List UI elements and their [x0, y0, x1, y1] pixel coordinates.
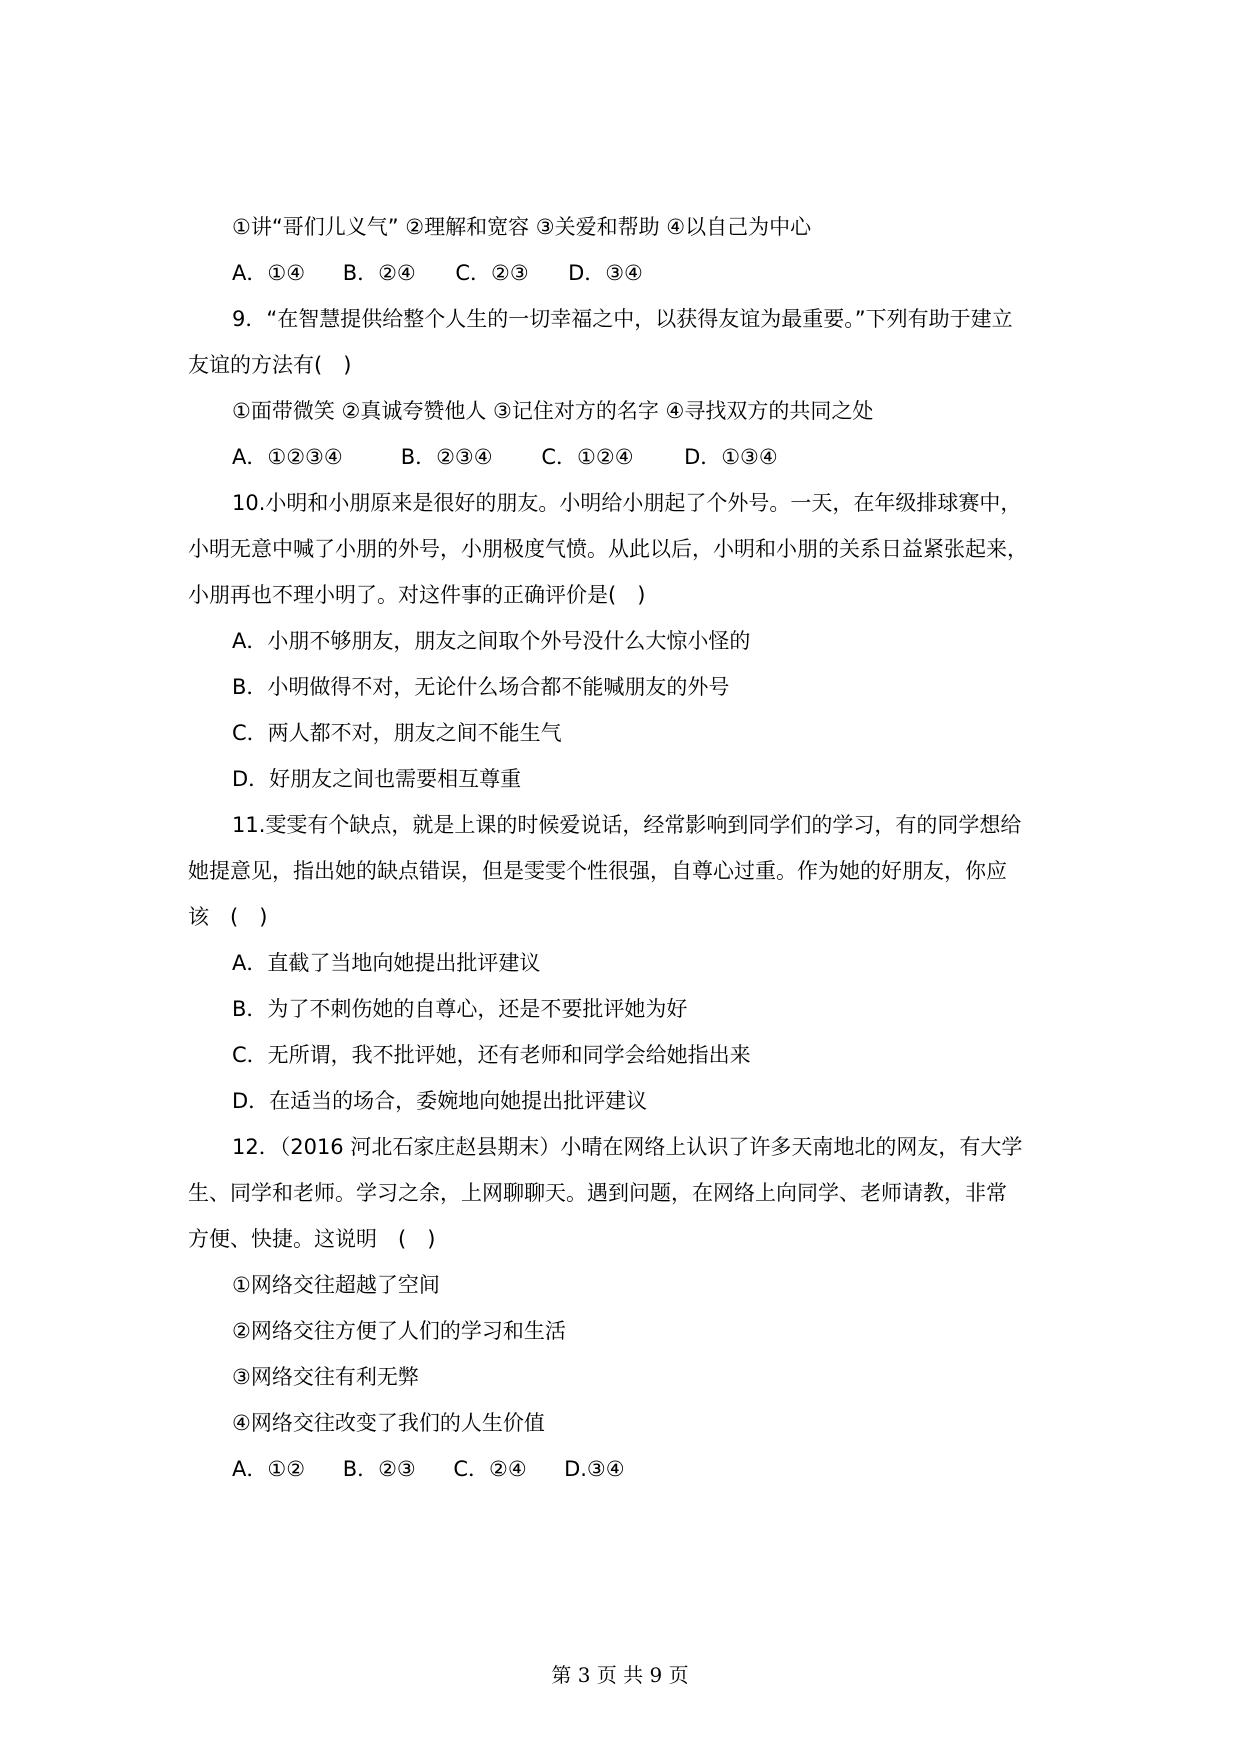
q12-statement-1: ①网络交往超越了空间	[232, 1273, 440, 1297]
q12-statement-4: ④网络交往改变了我们的人生价值	[232, 1411, 545, 1435]
q9-option-b: B．②③④	[400, 445, 493, 469]
q11-stem-line-2: 她提意见，指出她的缺点错误，但是雯雯个性很强，自尊心过重。作为她的好朋友，你应	[188, 859, 1007, 883]
q12-options	[188, 1446, 1068, 1492]
q10-option-d: D．好朋友之间也需要相互尊重	[232, 767, 522, 791]
document-content	[188, 204, 1068, 1492]
q11-option-a: A．直截了当地向她提出批评建议	[232, 951, 541, 975]
q8-option-b: B．②④	[342, 261, 416, 285]
page-number-footer: 第 3 页 共 9 页	[551, 1663, 689, 1687]
q9-option-c: C．①②④	[541, 445, 634, 469]
q10-stem-line-1: 10.小明和小朋原来是很好的朋友。小明给小朋起了个外号。一天，在年级排球赛中，	[232, 491, 1022, 515]
q12-stem-line-3: 方便、快捷。这说明 ( )	[188, 1227, 436, 1251]
q8-statements: ①讲“哥们儿义气” ②理解和宽容 ③关爱和帮助 ④以自己为中心	[232, 215, 812, 239]
q12-option-c: C．②④	[453, 1457, 527, 1481]
q12-statement-2: ②网络交往方便了人们的学习和生活	[232, 1319, 566, 1343]
q10-stem-line-2: 小明无意中喊了小朋的外号，小朋极度气愤。从此以后，小明和小朋的关系日益紧张起来，	[188, 537, 1028, 561]
q10-option-b: B．小明做得不对，无论什么场合都不能喊朋友的外号	[232, 675, 730, 699]
q11-option-d: D．在适当的场合，委婉地向她提出批评建议	[232, 1089, 648, 1113]
q11-stem-line-3: 该 ( )	[188, 905, 268, 929]
q11-stem-line-1: 11.雯雯有个缺点，就是上课的时候爱说话，经常影响到同学们的学习，有的同学想给	[232, 813, 1022, 837]
q11-option-c: C．无所谓，我不批评她，还有老师和同学会给她指出来	[232, 1043, 751, 1067]
q8-options	[188, 250, 1068, 296]
q12-option-b: B．②③	[342, 1457, 416, 1481]
q9-statements: ①面带微笑 ②真诚夸赞他人 ③记住对方的名字 ④寻找双方的共同之处	[232, 399, 874, 423]
q9-stem-line-1: 9．“在智慧提供给整个人生的一切幸福之中，以获得友谊为最重要。”下列有助于建立	[232, 307, 1013, 331]
q12-stem-line-2: 生、同学和老师。学习之余，上网聊聊天。遇到问题，在网络上向同学、老师请教，非常	[188, 1181, 1007, 1205]
q12-stem-line-1: 12．（2016 河北石家庄赵县期末）小晴在网络上认识了许多天南地北的网友，有大学	[232, 1135, 1023, 1159]
q9-options	[188, 434, 1068, 480]
q8-option-a: A．①④	[232, 261, 306, 285]
q8-option-c: C．②③	[455, 261, 529, 285]
q12-option-d: D.③④	[564, 1457, 625, 1481]
q8-option-d: D．③④	[568, 261, 643, 285]
q10-option-c: C．两人都不对，朋友之间不能生气	[232, 721, 562, 745]
q9-option-a: A．①②③④	[232, 445, 343, 469]
q9-stem-line-2: 友谊的方法有( )	[188, 353, 352, 377]
q10-option-a: A．小朋不够朋友，朋友之间取个外号没什么大惊小怪的	[232, 629, 751, 653]
q11-option-b: B．为了不刺伤她的自尊心，还是不要批评她为好	[232, 997, 688, 1021]
q12-statement-3: ③网络交往有利无弊	[232, 1365, 419, 1389]
q10-stem-line-3: 小朋再也不理小明了。对这件事的正确评价是( )	[188, 583, 646, 607]
q12-option-a: A．①②	[232, 1457, 306, 1481]
q9-option-d: D．①③④	[684, 445, 778, 469]
